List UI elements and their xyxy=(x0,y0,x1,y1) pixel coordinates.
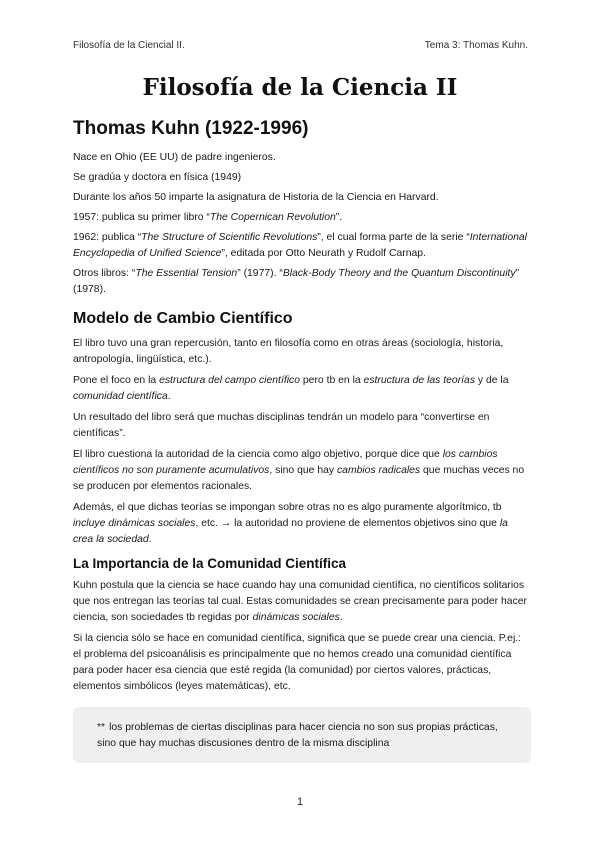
emphasis: los cambios científicos no son puramente acumulativos xyxy=(73,449,498,476)
comunidad-paragraph-1 xyxy=(73,578,531,626)
text-span: 1962: publica “ xyxy=(73,232,142,243)
main-content xyxy=(73,118,531,700)
text-span: pero tb en la xyxy=(300,375,364,386)
emphasis: comunidad científica xyxy=(73,391,168,402)
heading-thomas-kuhn: Thomas Kuhn (1922-1996) xyxy=(73,118,309,139)
bio-paragraph-5 xyxy=(73,230,531,262)
bio-paragraph-2: Se gradúa y doctora en física (1949) xyxy=(73,172,242,183)
modelo-paragraph-5 xyxy=(73,500,531,548)
text-span: . xyxy=(167,391,171,402)
text-span: , etc. → la autoridad no proviene de elementos objetivos sino que xyxy=(195,518,500,529)
bio-paragraph-6 xyxy=(73,266,531,298)
text-span: ”, editada por Otto Neurath y Rudolf Carnap. xyxy=(221,248,426,259)
text-span: que muchas veces no se producen por elementos racionales. xyxy=(73,465,525,492)
text-span: y de la xyxy=(475,375,509,386)
modelo-paragraph-1: El libro tuvo una gran repercusión, tanto en filosofía como en otras áreas (sociología, historia, antropología, lingüística, etc.). xyxy=(73,338,504,365)
emphasis: la crea la sociedad xyxy=(73,518,508,545)
text-span: ” (1977). “ xyxy=(237,268,283,279)
text-span: ”, el cual forma parte de la serie “ xyxy=(317,232,470,243)
callout-note xyxy=(73,707,531,763)
emphasis: estructura del campo científico xyxy=(159,375,300,386)
bio-paragraph-3: Durante los años 50 imparte la asignatura de Historia de la Ciencia en Harvard. xyxy=(73,192,439,203)
page-number: 1 xyxy=(296,796,304,808)
emphasis: estructura de las teorías xyxy=(363,375,476,386)
page-title: Filosofía de la Ciencia II xyxy=(142,74,458,101)
text-span: 1957: publica su primer libro “ xyxy=(73,212,210,223)
book-title: The Structure of Scientific Revolutions xyxy=(141,232,318,243)
series-title: International Encyclopedia of Unified Science xyxy=(73,232,527,259)
emphasis: cambios radicales xyxy=(336,465,421,476)
text-span: ”. xyxy=(335,212,343,223)
text-span: . xyxy=(339,612,343,623)
book-title: The Copernican Revolution xyxy=(209,212,336,223)
text-span: Kuhn postula que la ciencia se hace cuando hay una comunidad científica, no científicos solitarios que nos entregan las teorías tal cual. Estas comunidades se crean precisamente para poder hacer ciencia, son sociedades tb regidas por xyxy=(73,580,527,623)
callout-text-block xyxy=(97,720,507,752)
asterisk-icon: ** xyxy=(97,722,106,733)
comunidad-paragraph-2: Si la ciencia sólo se hace en comunidad científica, significa que se puede crear una ciencia. P.ej.: el problema del psicoanálisis es principalmente que no hemos creado una comunidad científica para poder hacer esa ciencia que esté regida (la comunidad) por ciertos valores, prácticas, elementos simbólicos (leyes matemáticas), etc. xyxy=(73,633,522,692)
heading-modelo-cambio: Modelo de Cambio Científico xyxy=(73,310,293,327)
callout-text: los problemas de ciertas disciplinas para hacer ciencia no son sus propias prácticas, sino que hay muchas discusiones dentro de la misma disciplina xyxy=(97,722,498,749)
bio-paragraph-1: Nace en Ohio (EE UU) de padre ingenieros. xyxy=(73,152,276,163)
modelo-paragraph-4 xyxy=(73,447,531,495)
header-right: Tema 3: Thomas Kuhn. xyxy=(424,40,528,51)
heading-comunidad-cientifica: La Importancia de la Comunidad Científica xyxy=(73,556,347,571)
text-span: Pone el foco en la xyxy=(73,375,160,386)
modelo-paragraph-3: Un resultado del libro será que muchas disciplinas tendrán un modelo para “convertirse en científicas”. xyxy=(73,412,490,439)
header-left: Filosofía de la Ciencial II. xyxy=(73,40,185,51)
emphasis: dinámicas sociales xyxy=(252,612,340,623)
text-span: ” (1978). xyxy=(73,268,520,295)
text-span: , sino que hay xyxy=(269,465,337,476)
text-span: El libro cuestiona la autoridad de la ciencia como algo objetivo, porque dice que xyxy=(73,449,443,460)
text-span: Otros libros: “ xyxy=(73,268,136,279)
book-title: Black-Body Theory and the Quantum Discontinuity xyxy=(282,268,516,279)
modelo-paragraph-2 xyxy=(73,373,531,405)
emphasis: incluye dinámicas sociales xyxy=(73,518,196,529)
text-span: Además, el que dichas teorías se impongan sobre otras no es algo puramente algorítmico, tb xyxy=(73,502,502,513)
text-span: . xyxy=(148,534,152,545)
book-title: The Essential Tension xyxy=(135,268,238,279)
bio-paragraph-4 xyxy=(73,210,531,226)
